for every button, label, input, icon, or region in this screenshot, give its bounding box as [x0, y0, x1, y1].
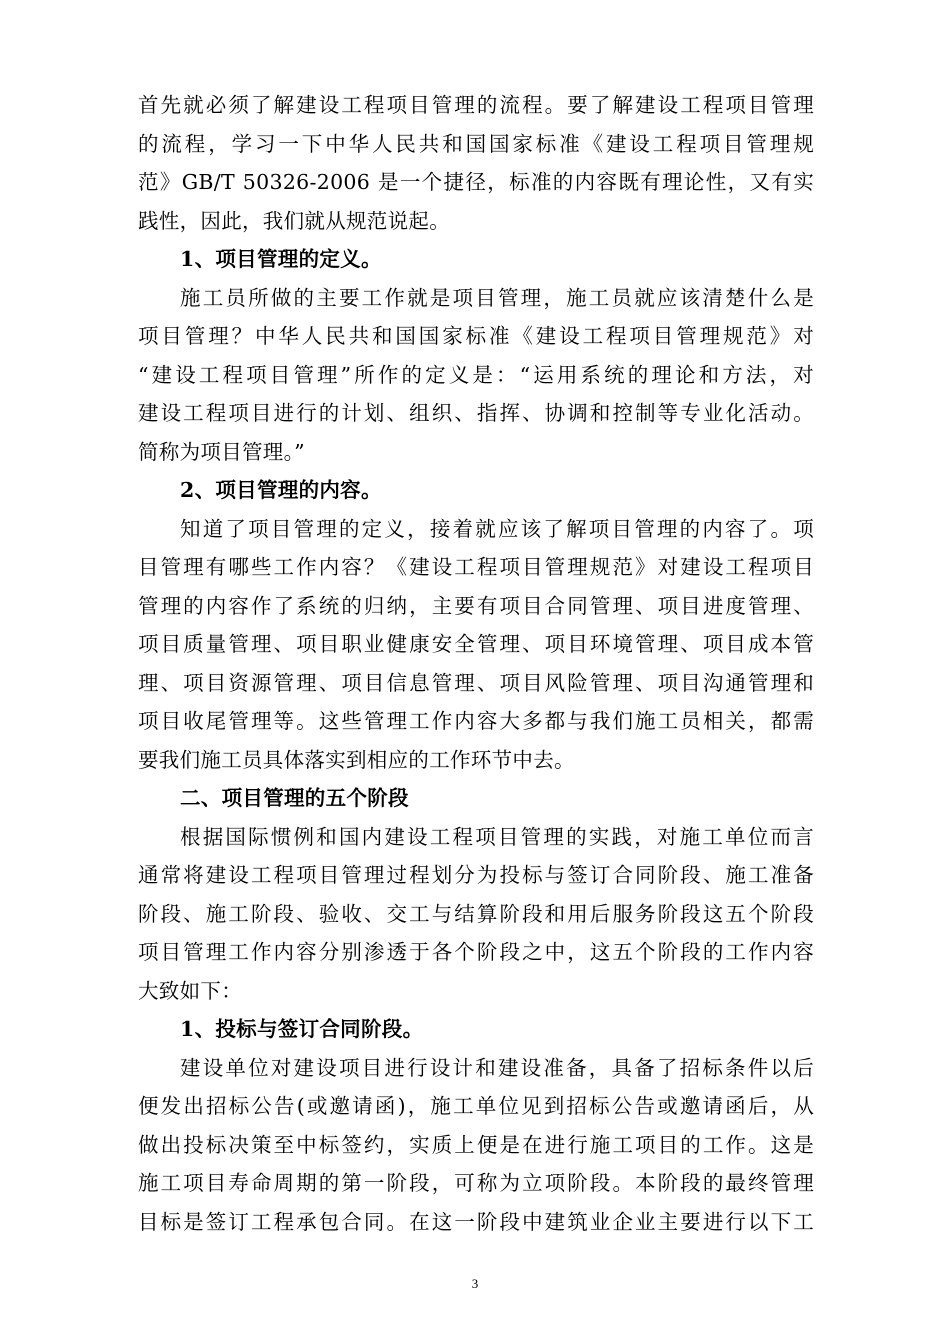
text-line: 建设工程项目进行的计划、组织、指挥、协调和控制等专业化活动。	[138, 401, 814, 425]
text-line: 简称为项目管理。”	[138, 439, 305, 464]
section-heading: 二、项目管理的五个阶段	[180, 786, 409, 810]
text-line: 目管理有哪些工作内容？《建设工程项目管理规范》对建设工程项目	[138, 555, 814, 579]
text-line: 范》GB/T 50326-2006 是一个捷径，标准的内容既有理论性，又有实	[138, 170, 814, 194]
text-line: 根据国际惯例和国内建设工程项目管理的实践，对施工单位而言	[180, 824, 814, 849]
text-line: 便发出招标公告(或邀请函)，施工单位见到招标公告或邀请函后，从	[138, 1094, 814, 1118]
text-line: 知道了项目管理的定义，接着就应该了解项目管理的内容了。项	[180, 516, 814, 541]
text-line: 通常将建设工程项目管理过程划分为投标与签订合同阶段、施工准备	[138, 863, 814, 887]
document-body	[138, 86, 814, 1241]
text-line: 理、项目资源管理、项目信息管理、项目风险管理、项目沟通管理和	[138, 670, 814, 695]
text-line: 施工项目寿命周期的第一阶段，可称为立项阶段。本阶段的最终管理	[138, 1171, 814, 1195]
text-line: 首先就必须了解建设工程项目管理的流程。要了解建设工程项目管理	[138, 93, 814, 117]
text-line: 项目管理工作内容分别渗透于各个阶段之中，这五个阶段的工作内容	[138, 940, 814, 964]
text-line: 建设单位对建设项目进行设计和建设准备，具备了招标条件以后	[180, 1055, 814, 1080]
text-line: 目标是签订工程承包合同。在这一阶段中建筑业企业主要进行以下工	[138, 1209, 814, 1234]
section-heading: 1、项目管理的定义。	[180, 247, 382, 271]
text-line: 项目收尾管理等。这些管理工作内容大多都与我们施工员相关，都需	[138, 709, 814, 733]
text-line: 践性，因此，我们就从规范说起。	[138, 208, 450, 233]
text-line: 管理的内容作了系统的归纳，主要有项目合同管理、项目进度管理、	[138, 593, 814, 618]
section-heading: 2、项目管理的内容。	[180, 478, 382, 502]
text-line: 的流程，学习一下中华人民共和国国家标准《建设工程项目管理规	[138, 131, 814, 156]
text-line: 项目质量管理、项目职业健康安全管理、项目环境管理、项目成本管	[138, 632, 814, 656]
text-line: “建设工程项目管理”所作的定义是：“运用系统的理论和方法，对	[138, 362, 814, 387]
text-line: 阶段、施工阶段、验收、交工与结算阶段和用后服务阶段这五个阶段	[138, 901, 814, 926]
text-line: 项目管理？中华人民共和国国家标准《建设工程项目管理规范》对	[138, 324, 814, 348]
section-heading: 1、投标与签订合同阶段。	[180, 1017, 424, 1041]
text-line: 做出投标决策至中标签约，实质上便是在进行施工项目的工作。这是	[138, 1132, 814, 1157]
text-line: 大致如下：	[138, 978, 242, 1003]
text-line: 施工员所做的主要工作就是项目管理，施工员就应该清楚什么是	[180, 285, 814, 310]
page-number: 3	[471, 1276, 479, 1291]
text-line: 要我们施工员具体落实到相应的工作环节中去。	[138, 747, 575, 772]
